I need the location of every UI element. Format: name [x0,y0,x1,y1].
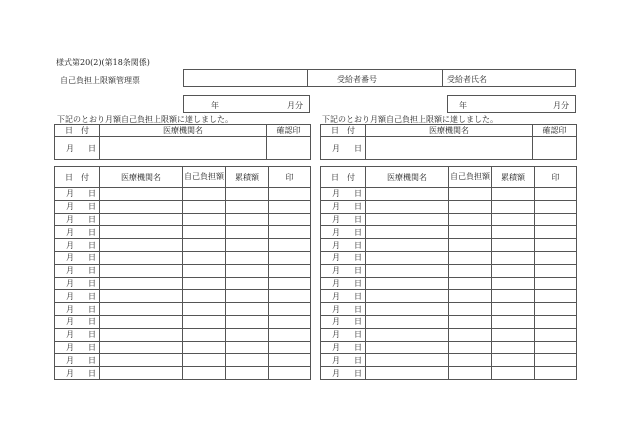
copay-cell[interactable] [183,354,226,367]
cumulative-cell[interactable] [492,315,535,328]
month-char: 月 [66,266,74,276]
day-char: 日 [354,214,362,224]
cumulative-cell[interactable] [492,277,535,290]
date-cell[interactable] [321,188,366,201]
copay-cell[interactable] [449,354,492,367]
header-cumulative: 累積額 [226,167,269,188]
copay-cell[interactable] [183,213,226,226]
day-char: 日 [354,368,362,378]
month-char: 月 [66,317,74,327]
seal-cell[interactable] [535,341,577,354]
month-char: 月 [332,278,340,288]
table-row [55,264,311,277]
institution-cell[interactable] [100,213,183,226]
day-char: 日 [88,214,96,224]
table-row [321,251,577,264]
table-row [55,341,311,354]
seal-cell[interactable] [535,264,577,277]
cumulative-cell[interactable] [226,264,269,277]
seal-cell[interactable] [535,315,577,328]
date-cell[interactable] [55,213,100,226]
cumulative-cell[interactable] [226,251,269,264]
month-char: 月 [66,291,74,301]
month-char: 月 [332,330,340,340]
month-char: 月 [66,240,74,250]
copay-cell[interactable] [449,188,492,201]
table-row [55,290,311,303]
header-institution: 医療機関名 [366,167,449,188]
month-char: 月 [332,189,340,199]
month-char: 月 [332,240,340,250]
month-label: 月分 [287,101,303,110]
table-row [55,251,311,264]
day-char: 日 [88,253,96,263]
day-char: 日 [88,291,96,301]
month-char: 月 [332,227,340,237]
date-cell[interactable] [55,328,100,341]
cumulative-cell[interactable] [492,290,535,303]
institution-cell[interactable] [100,251,183,264]
seal-cell[interactable] [269,367,311,380]
institution-cell[interactable] [100,341,183,354]
cumulative-cell[interactable] [226,277,269,290]
seal-cell[interactable] [535,354,577,367]
table-row [55,303,311,316]
institution-cell[interactable] [366,328,449,341]
cumulative-cell[interactable] [226,328,269,341]
seal-cell[interactable] [535,239,577,252]
day-char: 日 [88,317,96,327]
copay-cell[interactable] [183,367,226,380]
seal-cell[interactable] [535,251,577,264]
day-char: 日 [88,227,96,237]
day-char: 日 [354,355,362,365]
record-table-right [320,166,577,380]
date-cell[interactable] [321,277,366,290]
table-row [55,354,311,367]
institution-cell[interactable] [366,367,449,380]
title-value-box[interactable] [183,69,308,87]
date-cell[interactable] [55,264,100,277]
seal-cell[interactable] [269,251,311,264]
header-seal: 確認印 [267,125,311,137]
table-row [55,213,311,226]
institution-cell[interactable] [100,290,183,303]
day-char: 日 [88,202,96,212]
seal-cell[interactable] [535,303,577,316]
institution-cell[interactable] [366,290,449,303]
recipient-number-box[interactable] [307,69,443,87]
day-char: 日 [88,342,96,352]
seal-cell[interactable] [269,264,311,277]
date-cell[interactable] [55,239,100,252]
date-cell[interactable] [321,226,366,239]
copay-cell[interactable] [449,264,492,277]
seal-cell[interactable] [269,303,311,316]
date-cell[interactable] [321,200,366,213]
day-char: 日 [88,355,96,365]
month-char: 月 [66,214,74,224]
table-row [321,367,577,380]
date-cell[interactable] [321,367,366,380]
table-row [321,315,577,328]
institution-cell[interactable] [366,200,449,213]
month-char: 月 [66,253,74,263]
table-row [321,188,577,201]
copay-cell[interactable] [183,341,226,354]
year-label: 年 [211,101,219,110]
seal-cell[interactable] [535,328,577,341]
institution-cell[interactable] [100,200,183,213]
institution-cell[interactable] [100,315,183,328]
cumulative-cell[interactable] [492,200,535,213]
month-char: 月 [66,189,74,199]
day-char: 日 [88,240,96,250]
copay-cell[interactable] [449,226,492,239]
day-char: 日 [354,304,362,314]
month-char: 月 [66,143,74,153]
month-char: 月 [332,368,340,378]
date-cell[interactable] [321,303,366,316]
cumulative-cell[interactable] [226,315,269,328]
day-char: 日 [354,143,362,153]
copay-cell[interactable] [183,303,226,316]
day-char: 日 [354,278,362,288]
institution-cell[interactable] [100,354,183,367]
day-char: 日 [354,342,362,352]
cumulative-cell[interactable] [226,200,269,213]
record-table-left [54,166,311,380]
institution-cell[interactable] [100,277,183,290]
day-char: 日 [88,330,96,340]
month-char: 月 [66,304,74,314]
date-cell[interactable] [321,315,366,328]
day-char: 日 [354,330,362,340]
day-char: 日 [354,291,362,301]
month-char: 月 [332,253,340,263]
institution-cell[interactable] [366,188,449,201]
table-row [55,277,311,290]
month-box-left[interactable] [183,95,310,113]
header-institution: 医療機関名 [100,167,183,188]
notice-right: 下記のとおり月額自己負担上限額に達しました。 [322,115,498,124]
copay-cell[interactable] [183,290,226,303]
table-row [55,367,311,380]
date-cell[interactable] [55,290,100,303]
day-char: 日 [88,278,96,288]
header-cumulative: 累積額 [492,167,535,188]
cumulative-cell[interactable] [492,367,535,380]
month-char: 月 [332,304,340,314]
date-cell[interactable] [321,264,366,277]
institution-cell[interactable] [366,277,449,290]
seal-cell[interactable] [535,277,577,290]
copay-cell[interactable] [183,226,226,239]
table-row [321,341,577,354]
month-label: 月分 [553,101,569,110]
table-row [55,328,311,341]
cumulative-cell[interactable] [492,251,535,264]
copay-cell[interactable] [183,328,226,341]
month-char: 月 [332,342,340,352]
day-char: 日 [354,227,362,237]
date-cell[interactable] [55,200,100,213]
table-row [321,290,577,303]
institution-cell[interactable] [366,341,449,354]
recipient-number-label: 受給者番号 [337,75,377,84]
table-row [321,328,577,341]
institution-cell[interactable] [366,213,449,226]
seal-cell[interactable] [267,137,311,160]
copay-cell[interactable] [449,251,492,264]
copay-cell[interactable] [449,213,492,226]
cumulative-cell[interactable] [226,290,269,303]
header-date: 日 付 [55,125,100,137]
cumulative-cell[interactable] [226,239,269,252]
copay-cell[interactable] [449,315,492,328]
cumulative-cell[interactable] [492,264,535,277]
date-cell[interactable] [55,226,100,239]
year-label: 年 [459,101,467,110]
institution-cell[interactable] [366,251,449,264]
copay-cell[interactable] [183,277,226,290]
table-row [321,264,577,277]
cumulative-cell[interactable] [492,303,535,316]
copay-cell[interactable] [449,328,492,341]
month-char: 月 [66,202,74,212]
date-cell[interactable] [321,328,366,341]
month-char: 月 [66,330,74,340]
form-title: 自己負担上限額管理票 [60,76,140,85]
table-row [321,277,577,290]
institution-cell[interactable] [100,137,267,160]
header-seal: 確認印 [533,125,577,137]
day-char: 日 [88,143,96,153]
month-char: 月 [332,143,340,153]
seal-cell[interactable] [269,277,311,290]
month-char: 月 [332,291,340,301]
recipient-name-box[interactable] [442,69,576,87]
cumulative-cell[interactable] [492,354,535,367]
header-date: 日 付 [321,125,366,137]
seal-cell[interactable] [269,315,311,328]
cumulative-cell[interactable] [492,188,535,201]
day-char: 日 [88,304,96,314]
institution-cell[interactable] [100,264,183,277]
copay-cell[interactable] [449,303,492,316]
month-char: 月 [66,368,74,378]
cumulative-cell[interactable] [492,328,535,341]
seal-cell[interactable] [535,213,577,226]
header-institution: 医療機関名 [366,125,533,137]
header-institution: 医療機関名 [100,125,267,137]
month-char: 月 [66,227,74,237]
date-cell[interactable] [321,341,366,354]
seal-cell[interactable] [269,188,311,201]
seal-cell[interactable] [269,200,311,213]
day-char: 日 [354,202,362,212]
confirm-table-left [54,124,311,160]
month-char: 月 [332,317,340,327]
header-date: 日 付 [321,167,366,188]
seal-cell[interactable] [269,341,311,354]
seal-cell[interactable] [269,226,311,239]
cumulative-cell[interactable] [492,226,535,239]
date-cell[interactable] [55,367,100,380]
date-cell[interactable] [55,341,100,354]
table-row [55,315,311,328]
seal-cell[interactable] [269,328,311,341]
copay-cell[interactable] [449,200,492,213]
table-row [321,213,577,226]
copay-cell[interactable] [449,239,492,252]
month-char: 月 [66,342,74,352]
institution-cell[interactable] [366,315,449,328]
date-cell[interactable] [55,188,100,201]
form-number: 様式第20(2)(第18条関係) [56,58,150,67]
table-row [55,188,311,201]
recipient-name-label: 受給者氏名 [447,75,487,84]
institution-cell[interactable] [366,303,449,316]
seal-cell[interactable] [535,226,577,239]
day-char: 日 [354,317,362,327]
institution-cell[interactable] [366,264,449,277]
copay-cell[interactable] [183,264,226,277]
date-cell[interactable] [321,251,366,264]
cumulative-cell[interactable] [226,303,269,316]
cumulative-cell[interactable] [492,213,535,226]
copay-cell[interactable] [449,290,492,303]
date-cell[interactable] [55,137,100,160]
table-row [321,239,577,252]
date-cell[interactable] [321,213,366,226]
seal-cell[interactable] [535,367,577,380]
date-cell[interactable] [321,290,366,303]
institution-cell[interactable] [100,367,183,380]
seal-cell[interactable] [533,137,577,160]
table-row [55,239,311,252]
copay-cell[interactable] [183,251,226,264]
seal-cell[interactable] [535,188,577,201]
copay-cell[interactable] [449,367,492,380]
institution-cell[interactable] [100,188,183,201]
month-box-right[interactable] [447,95,576,113]
institution-cell[interactable] [366,137,533,160]
month-char: 月 [66,278,74,288]
month-char: 月 [332,214,340,224]
header-seal: 印 [535,167,577,188]
day-char: 日 [88,368,96,378]
cumulative-cell[interactable] [226,367,269,380]
month-char: 月 [332,355,340,365]
header-copay: 自己負担額 [183,167,226,188]
seal-cell[interactable] [269,239,311,252]
table-row [321,354,577,367]
institution-cell[interactable] [100,328,183,341]
table-row [55,226,311,239]
seal-cell[interactable] [535,200,577,213]
copay-cell[interactable] [449,277,492,290]
cumulative-cell[interactable] [492,239,535,252]
month-char: 月 [332,202,340,212]
seal-cell[interactable] [269,290,311,303]
copay-cell[interactable] [183,315,226,328]
date-cell[interactable] [321,354,366,367]
cumulative-cell[interactable] [492,341,535,354]
cumulative-cell[interactable] [226,354,269,367]
date-cell[interactable] [55,354,100,367]
date-cell[interactable] [55,251,100,264]
day-char: 日 [88,266,96,276]
copay-cell[interactable] [449,341,492,354]
month-char: 月 [332,266,340,276]
day-char: 日 [354,189,362,199]
copay-cell[interactable] [183,200,226,213]
notice-left: 下記のとおり月額自己負担上限額に達しました。 [57,115,233,124]
cumulative-cell[interactable] [226,213,269,226]
institution-cell[interactable] [100,226,183,239]
institution-cell[interactable] [366,354,449,367]
header-seal: 印 [269,167,311,188]
seal-cell[interactable] [269,354,311,367]
institution-cell[interactable] [366,239,449,252]
table-row [321,200,577,213]
table-row [321,303,577,316]
institution-cell[interactable] [366,226,449,239]
cumulative-cell[interactable] [226,341,269,354]
table-row [321,226,577,239]
date-cell[interactable] [321,137,366,160]
seal-cell[interactable] [535,290,577,303]
date-cell[interactable] [55,303,100,316]
date-cell[interactable] [55,315,100,328]
institution-cell[interactable] [100,239,183,252]
date-cell[interactable] [55,277,100,290]
month-char: 月 [66,355,74,365]
day-char: 日 [88,189,96,199]
header-copay: 自己負担額 [449,167,492,188]
institution-cell[interactable] [100,303,183,316]
day-char: 日 [354,266,362,276]
day-char: 日 [354,253,362,263]
confirm-table-right [320,124,577,160]
table-row [55,200,311,213]
header-date: 日 付 [55,167,100,188]
day-char: 日 [354,240,362,250]
copay-cell[interactable] [183,239,226,252]
cumulative-cell[interactable] [226,188,269,201]
date-cell[interactable] [321,239,366,252]
seal-cell[interactable] [269,213,311,226]
cumulative-cell[interactable] [226,226,269,239]
copay-cell[interactable] [183,188,226,201]
